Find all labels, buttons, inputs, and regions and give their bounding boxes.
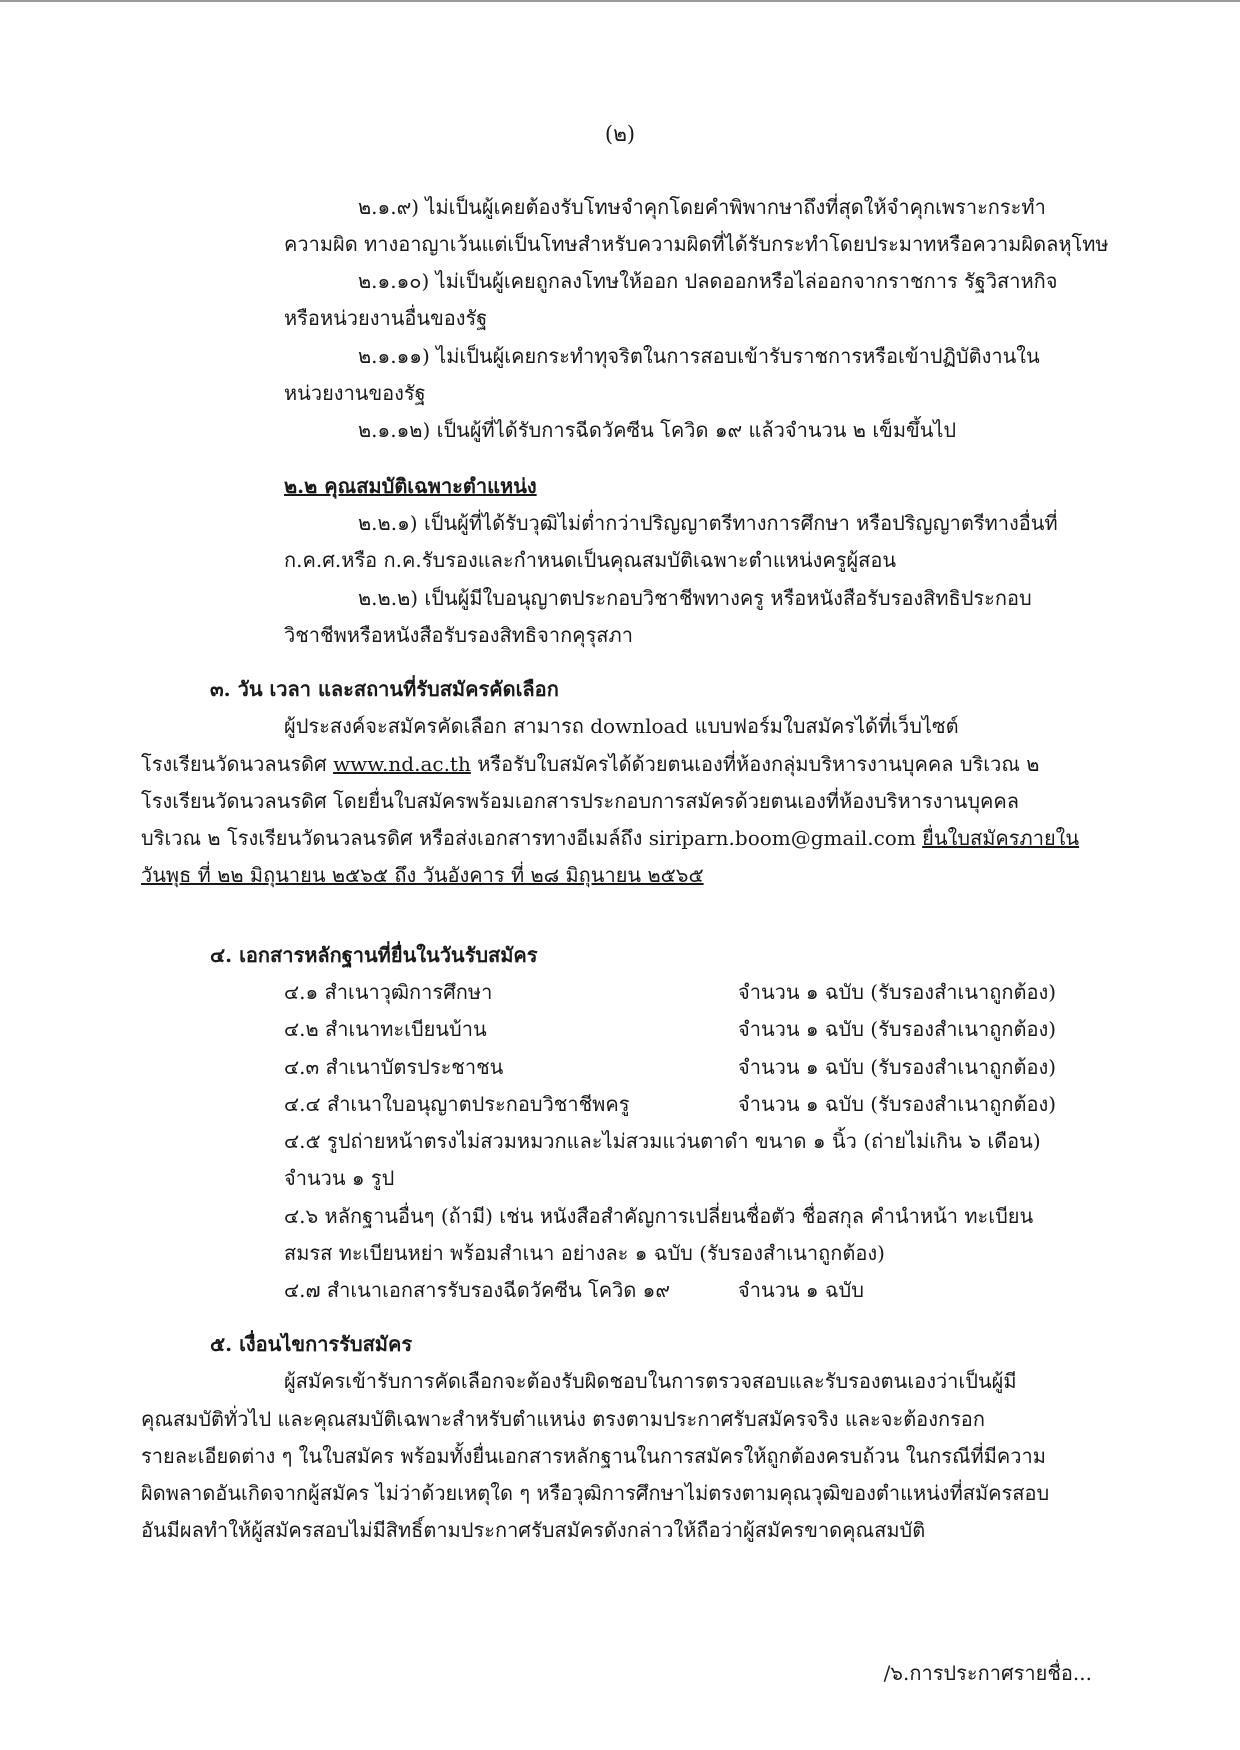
section-3-line2-post: หรือรับใบสมัครได้ด้วยตนเองที่ห้องกลุ่มบริหารงานบุคคล บริเวณ ๒ (477, 752, 1040, 776)
section-5-heading: ๕. เงื่อนไขการรับสมัคร (210, 1332, 413, 1356)
section-3-line3: โรงเรียนวัดนวลนรดิศ โดยยื่นใบสมัครพร้อมเอกสารประกอบการสมัครด้วยตนเองที่ห้องบริหารงานบุคคล (141, 789, 1020, 813)
section-3-line4-post: ยื่นใบสมัครภายใน (922, 826, 1080, 850)
section-5-line1: ผู้สมัครเข้ารับการคัดเลือกจะต้องรับผิดชอบในการตรวจสอบและรับรองตนเองว่าเป็นผู้มี (284, 1369, 1017, 1393)
section-3-line1: ผู้ประสงค์จะสมัครคัดเลือก สามารถ download แบบฟอร์มใบสมัครได้ที่เว็บไซต์ (284, 714, 959, 738)
section-3-line5: วันพุธ ที่ ๒๒ มิถุนายน ๒๕๖๕ ถึง วันอังคาร ที่ ๒๘ มิถุนายน ๒๕๖๕ (141, 863, 704, 887)
website-link[interactable]: www.nd.ac.th (333, 752, 471, 776)
section-3-line2-pre: โรงเรียนวัดนวลนรดิศ (141, 752, 327, 776)
section-5-line5: อันมีผลทำให้ผู้สมัครสอบไม่มีสิทธิ์ตามประกาศรับสมัครดังกล่าวให้ถือว่าผู้สมัครขาดคุณสมบัติ (141, 1518, 926, 1542)
section-4-heading: ๔. เอกสารหลักฐานที่ยื่นในวันรับสมัคร (210, 943, 538, 967)
item-2-1-12: ๒.๑.๑๒) เป็นผู้ที่ได้รับการฉีดวัคซีน โควิด ๑๙ แล้วจำนวน ๒ เข็มขึ้นไป (358, 418, 957, 442)
doc-item-qty: จำนวน ๑ ฉบับ (รับรองสำเนาถูกต้อง) (738, 1017, 1057, 1041)
item-2-1-9-line1: ๒.๑.๙) ไม่เป็นผู้เคยต้องรับโทษจำคุกโดยคำพิพากษาถึงที่สุดให้จำคุกเพราะกระทำ (358, 195, 1046, 219)
doc-item-qty: จำนวน ๑ ฉบับ (รับรองสำเนาถูกต้อง) (738, 980, 1057, 1004)
item-2-1-10-line2: หรือหน่วยงานอื่นของรัฐ (284, 306, 488, 330)
doc-item-qty: จำนวน ๑ ฉบับ (รับรองสำเนาถูกต้อง) (738, 1092, 1057, 1116)
page-number: (๒) (604, 122, 636, 146)
item-2-2-2-line1: ๒.๒.๒) เป็นผู้มีใบอนุญาตประกอบวิชาชีพทางครู หรือหนังสือรับรองสิทธิประกอบ (358, 586, 1032, 610)
doc-item-label: ๔.๒ สำเนาทะเบียนบ้าน (284, 1017, 487, 1041)
doc-item-4-6-line2: สมรส ทะเบียนหย่า พร้อมสำเนา อย่างละ ๑ ฉบับ (รับรองสำเนาถูกต้อง) (284, 1241, 885, 1265)
item-2-2-1-line2: ก.ค.ศ.หรือ ก.ค.รับรองและกำหนดเป็นคุณสมบัติเฉพาะตำแหน่งครูผู้สอน (284, 548, 897, 572)
doc-item-label: ๔.๔ สำเนาใบอนุญาตประกอบวิชาชีพครู (284, 1092, 630, 1116)
next-page-footer: /๖.การประกาศรายชื่อ... (883, 1661, 1092, 1685)
doc-item-qty: จำนวน ๑ ฉบับ (รับรองสำเนาถูกต้อง) (738, 1055, 1057, 1079)
section-3-line4-pre: บริเวณ ๒ โรงเรียนวัดนวลนรดิศ หรือส่งเอกสารทางอีเมล์ถึง (141, 826, 643, 850)
item-2-1-9-line2: ความผิด ทางอาญาเว้นแต่เป็นโทษสำหรับความผิดที่ได้รับกระทำโดยประมาทหรือความผิดลหุโทษ (284, 232, 1109, 256)
section-5-line2: คุณสมบัติทั่วไป และคุณสมบัติเฉพาะสำหรับตำแหน่ง ตรงตามประกาศรับสมัครจริง และจะต้องกรอก (141, 1407, 985, 1431)
item-2-1-11-line1: ๒.๑.๑๑) ไม่เป็นผู้เคยกระทำทุจริตในการสอบเข้ารับราชการหรือเข้าปฏิบัติงานใน (358, 344, 1040, 368)
top-rule (0, 0, 1240, 2)
section-3-line2 (141, 749, 1039, 779)
section-3-heading: ๓. วัน เวลา และสถานที่รับสมัครคัดเลือก (210, 677, 559, 701)
doc-item-4-6-line1: ๔.๖ หลักฐานอื่นๆ (ถ้ามี) เช่น หนังสือสำคัญการเปลี่ยนชื่อตัว ชื่อสกุล คำนำหน้า ทะเบียน (284, 1204, 1034, 1228)
email-address[interactable]: siriparn.boom@gmail.com (648, 826, 916, 850)
doc-item-label: ๔.๓ สำเนาบัตรประชาชน (284, 1055, 504, 1079)
doc-item-label: ๔.๑ สำเนาวุฒิการศึกษา (284, 980, 493, 1004)
item-2-2-1-line1: ๒.๒.๑) เป็นผู้ที่ได้รับวุฒิไม่ต่ำกว่าปริญญาตรีทางการศึกษา หรือปริญญาตรีทางอื่นที่ (358, 511, 1058, 535)
item-2-1-11-line2: หน่วยงานของรัฐ (284, 381, 426, 405)
section-5-line4: ผิดพลาดอันเกิดจากผู้สมัคร ไม่ว่าด้วยเหตุใด ๆ หรือวุฒิการศึกษาไม่ตรงตามคุณวุฒิของตำแหน่งที่สมัครสอบ (141, 1481, 1050, 1505)
section-3-line4 (141, 823, 1079, 853)
section-5-line3: รายละเอียดต่าง ๆ ในใบสมัคร พร้อมทั้งยื่นเอกสารหลักฐานในการสมัครให้ถูกต้องครบถ้วน ในกรณีที่มีความ (141, 1444, 1046, 1468)
item-2-1-10-line1: ๒.๑.๑๐) ไม่เป็นผู้เคยถูกลงโทษให้ออก ปลดออกหรือไล่ออกจากราชการ รัฐวิสาหกิจ (358, 269, 1058, 293)
doc-item-4-7-label: ๔.๗ สำเนาเอกสารรับรองฉีดวัคซีน โควิด ๑๙ (284, 1278, 671, 1302)
doc-item-4-7-qty: จำนวน ๑ ฉบับ (738, 1278, 864, 1302)
doc-item-4-5-line2: จำนวน ๑ รูป (284, 1166, 395, 1190)
doc-item-4-5-line1: ๔.๕ รูปถ่ายหน้าตรงไม่สวมหมวกและไม่สวมแว่นตาดำ ขนาด ๑ นิ้ว (ถ่ายไม่เกิน ๖ เดือน) (284, 1129, 1041, 1153)
section-2-2-heading: ๒.๒ คุณสมบัติเฉพาะตำแหน่ง (284, 474, 537, 498)
item-2-2-2-line2: วิชาชีพหรือหนังสือรับรองสิทธิจากคุรุสภา (284, 623, 633, 647)
